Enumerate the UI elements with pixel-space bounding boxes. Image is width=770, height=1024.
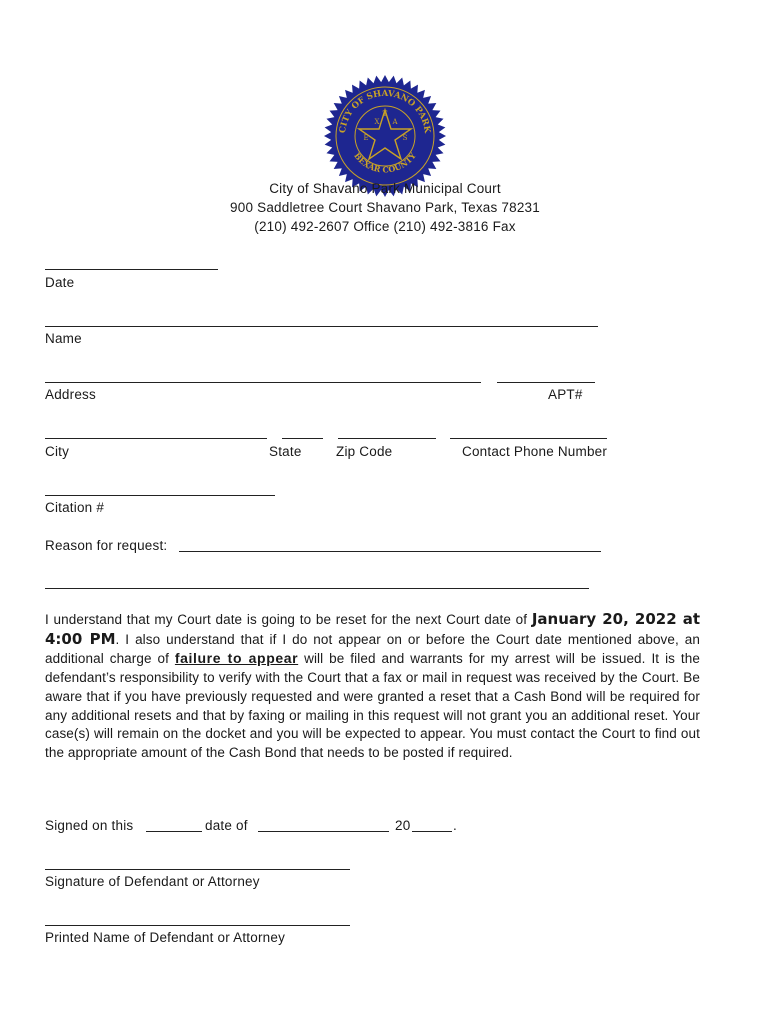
citation-label: Citation #: [45, 500, 105, 515]
failure-to-appear: failure to appear: [174, 650, 299, 667]
zip-line[interactable]: [338, 438, 436, 439]
seal-bottom-text: BEXAR COUNTY: [352, 150, 418, 175]
court-phone-fax: (210) 492-2607 Office (210) 492-3816 Fax: [254, 219, 516, 234]
city-seal: [323, 74, 447, 198]
reset-statement: [45, 610, 700, 763]
seal-letter: S: [402, 134, 408, 142]
signed-end: .: [453, 818, 457, 833]
seal-letter: T: [382, 110, 388, 118]
signed-day-line[interactable]: [146, 831, 202, 832]
statement-part-1: I understand that my Court date is going to be reset for the next Court date of: [45, 612, 532, 627]
signature-line[interactable]: [45, 869, 350, 870]
date-label: Date: [45, 275, 75, 290]
signed-month-line[interactable]: [258, 831, 389, 832]
name-label: Name: [45, 331, 82, 346]
state-line[interactable]: [282, 438, 323, 439]
reason-label: Reason for request:: [45, 538, 168, 553]
printed-name-line[interactable]: [45, 925, 350, 926]
zip-label: Zip Code: [336, 444, 393, 459]
apt-line[interactable]: [497, 382, 595, 383]
citation-line[interactable]: [45, 495, 275, 496]
signed-year-line[interactable]: [412, 831, 452, 832]
phone-label: Contact Phone Number: [462, 444, 608, 459]
address-line[interactable]: [45, 382, 481, 383]
printed-name-label: Printed Name of Defendant or Attorney: [45, 930, 286, 945]
city-line[interactable]: [45, 438, 267, 439]
reason-line-2[interactable]: [45, 588, 589, 589]
signed-middle: date of: [205, 818, 248, 833]
statement-part-2: . I also understand that if I do not appear on or before the Court date mentioned above, an additional charge of: [45, 631, 701, 667]
court-name: City of Shavano Park Municipal Court: [269, 181, 501, 196]
statement-part-3: will be filed and warrants for my arrest will be issued. It is the defendant’s responsibility to verify with the Court that a fax or mail in request was received by the Court. Be aware that if you have previously requested and were granted a reset that a Cash Bond will be required for any additional resets and that by faxing or mailing in this request will not grant you an additional reset. Your case(s) will remain on the docket and you will be expected to appear. You must contact the Court to find out the appropriate amount of the Cash Bond that needs to be posted if required.: [45, 651, 701, 760]
date-line[interactable]: [45, 269, 218, 270]
seal-top-text: CITY OF SHAVANO PARK: [338, 88, 433, 134]
signed-year-prefix: 20: [395, 818, 411, 833]
reason-line[interactable]: [179, 551, 601, 552]
name-line[interactable]: [45, 326, 598, 327]
city-label: City: [45, 444, 70, 459]
state-label: State: [269, 444, 302, 459]
seal-letter: A: [392, 118, 398, 126]
apt-label: APT#: [548, 387, 583, 402]
signature-label: Signature of Defendant or Attorney: [45, 874, 260, 889]
address-label: Address: [45, 387, 96, 402]
court-date: January 20, 2022 at 4:00 PM: [45, 610, 700, 648]
signed-prefix: Signed on this: [45, 818, 134, 833]
phone-line[interactable]: [450, 438, 607, 439]
court-address: 900 Saddletree Court Shavano Park, Texas 78231: [230, 200, 540, 215]
seal-letter: E: [363, 134, 369, 142]
seal-letter: X: [374, 118, 380, 126]
